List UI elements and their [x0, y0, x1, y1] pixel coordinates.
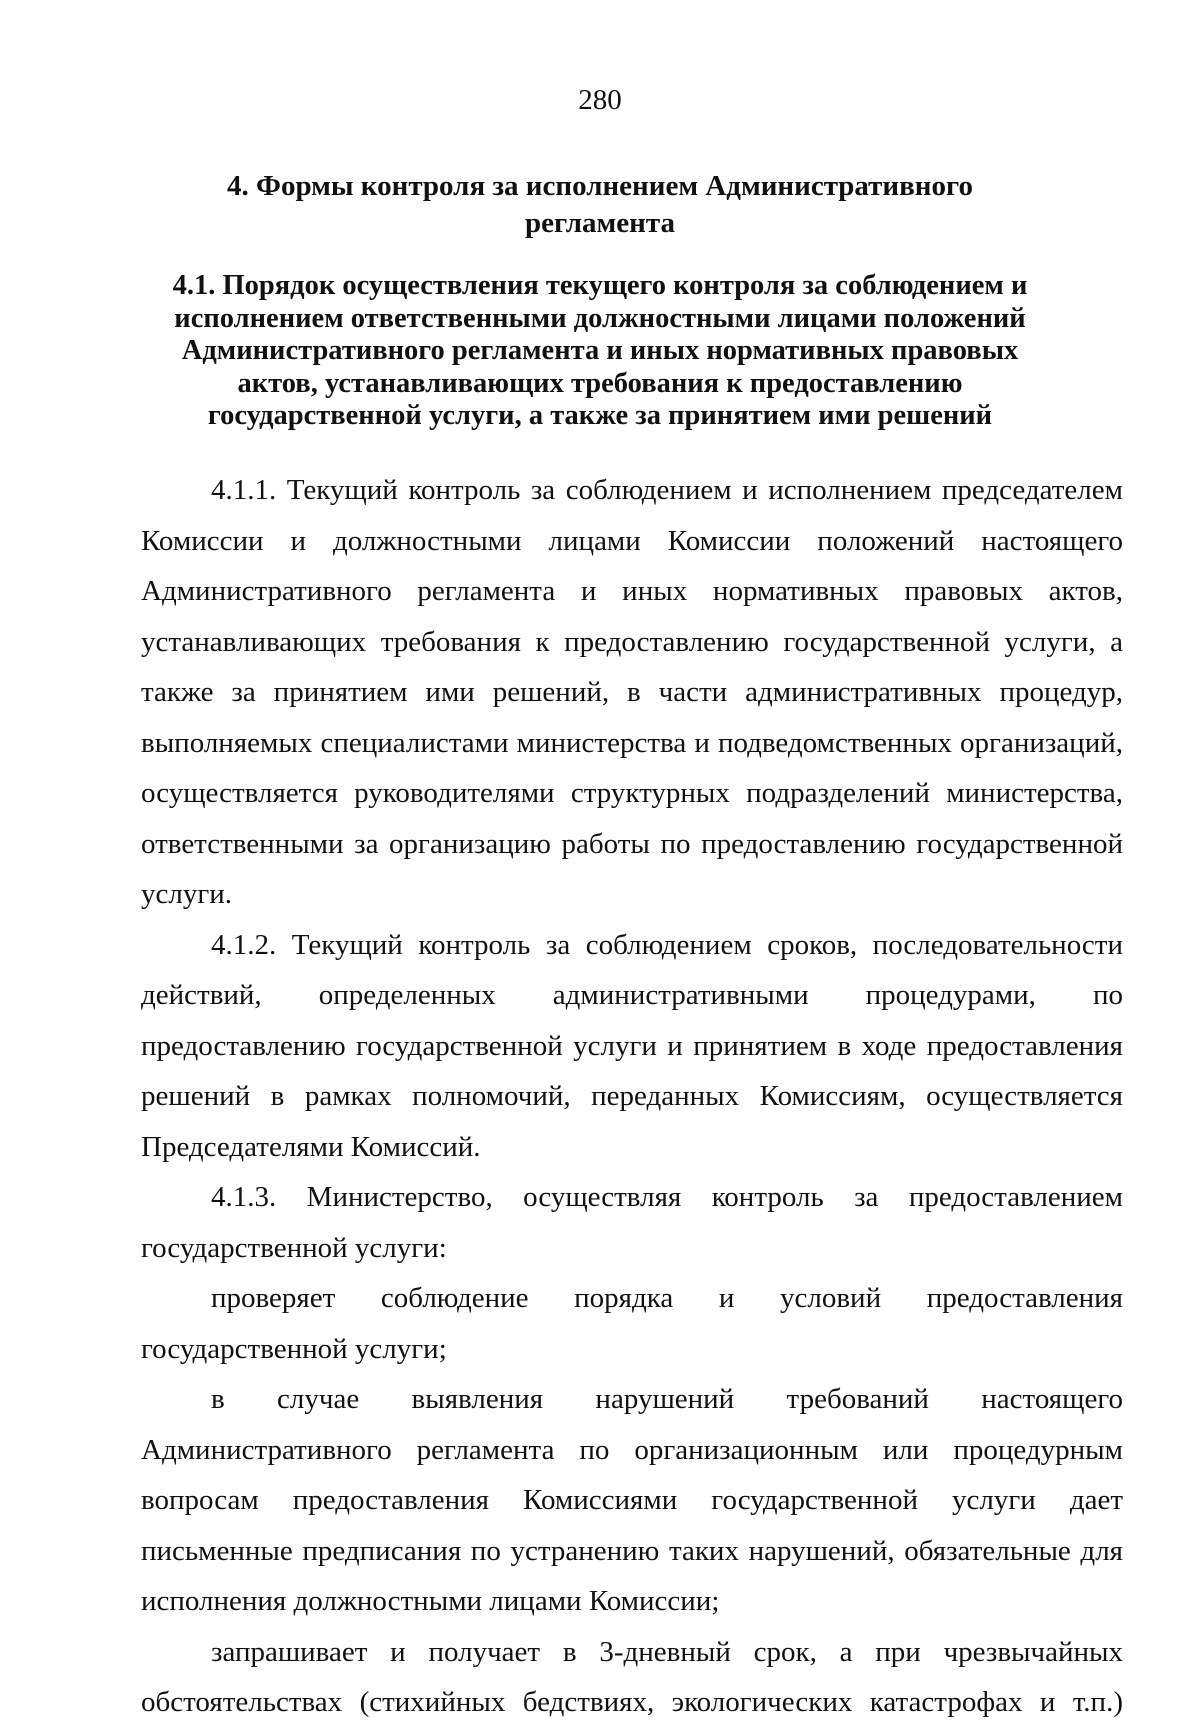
paragraph-4-1-1: 4.1.1. Текущий контроль за соблюдением и исполнением председателем Комиссии и должностными лицами Комиссии положений настоящего Административного регламента и иных нормативных правовых актов, устанавливающих требования к предоставлению государственной услуги, а также за принятием ими решений, в части административных процедур, выполняемых специалистами министерства и подведомственных организаций, осуществляется руководителями структурных подразделений министерства, ответственными за организацию работы по предоставлению государственной услуги.	[141, 474, 1123, 910]
page-number: 280	[578, 84, 622, 116]
paragraph-checks-compliance: проверяет соблюдение порядка и условий предоставления государственной услуги;	[141, 1282, 1123, 1365]
subsection-heading: 4.1. Порядок осуществления текущего контроля за соблюдением и исполнением ответственными должностными лицами положений Административного регламента и иных нормативных правовых актов, устанавливающих требования к предоставлению государственной услуги, а также за принятием ими решений	[172, 270, 1028, 431]
paragraph-requests: запрашивает и получает в 3-дневный срок, а при чрезвычайных обстоятельствах (стихийных бедствиях, экологических катастрофах и т.п.)	[141, 1635, 1123, 1718]
paragraph-4-1-3: 4.1.3. Министерство, осуществляя контроль за предоставлением государственной услуги:	[141, 1181, 1123, 1264]
section-heading: 4. Формы контроля за исполнением Административного регламента	[227, 170, 973, 239]
paragraph-violations: в случае выявления нарушений требований настоящего Административного регламента по организационным или процедурным вопросам предоставления Комиссиями государственной услуги дает письменные предписания по устранению таких нарушений, обязательные для исполнения должностными лицами Комиссии;	[141, 1383, 1123, 1617]
document-body	[141, 465, 1123, 1728]
paragraph-4-1-2: 4.1.2. Текущий контроль за соблюдением сроков, последовательности действий, определенных административными процедурами, по предоставлению государственной услуги и принятием в ходе предоставления решений в рамках полномочий, переданных Комиссиям, осуществляется Председателями Комиссий.	[141, 928, 1123, 1163]
